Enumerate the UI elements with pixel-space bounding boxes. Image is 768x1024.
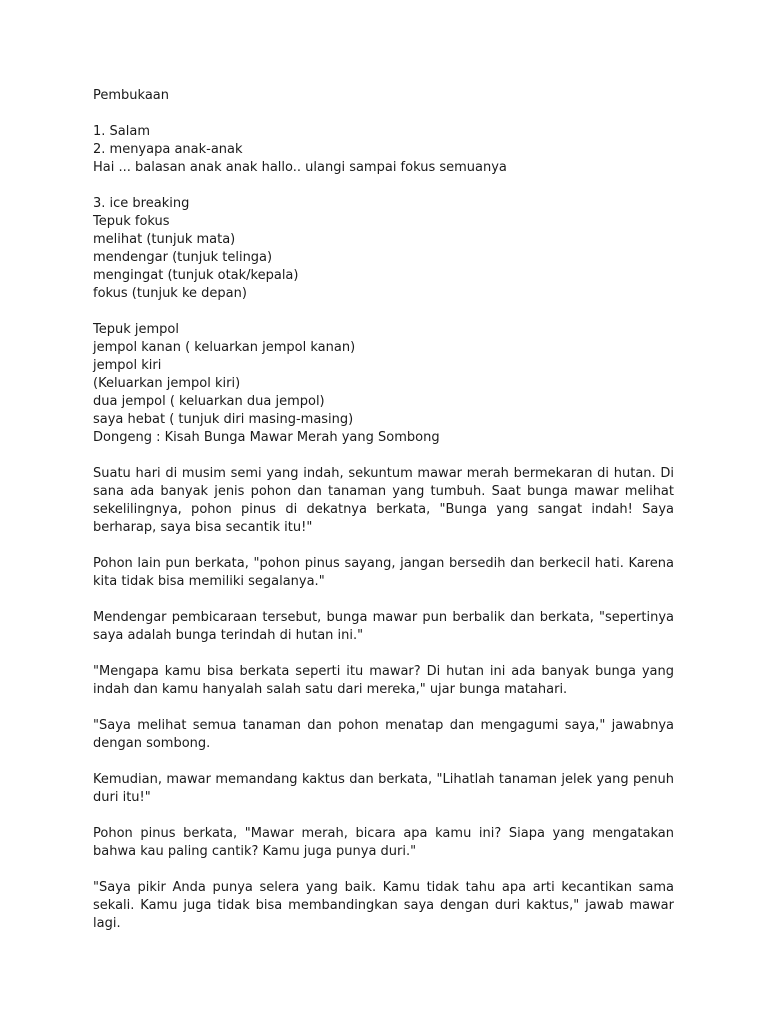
- icebreak-line: fokus (tunjuk ke depan): [93, 286, 247, 301]
- story-paragraph: Mendengar pembicaraan tersebut, bunga mawar pun berbalik dan berkata, "sepertinya saya adalah bunga terindah di hutan ini.": [93, 610, 674, 643]
- story-body: [93, 465, 674, 933]
- jempol-line: dua jempol ( keluarkan dua jempol): [93, 394, 325, 409]
- blank-line: [93, 105, 674, 123]
- blank-line: [93, 303, 674, 321]
- story-paragraph: "Saya melihat semua tanaman dan pohon menatap dan mengagumi saya," jawabnya dengan sombong.: [93, 718, 674, 751]
- jempol-line: saya hebat ( tunjuk diri masing-masing): [93, 412, 354, 427]
- icebreaking-list: [93, 195, 674, 303]
- story-paragraph: Kemudian, mawar memandang kaktus dan berkata, "Lihatlah tanaman jelek yang penuh duri itu!": [93, 772, 674, 805]
- jempol-line: Tepuk jempol: [93, 322, 179, 337]
- jempol-line: jempol kanan ( keluarkan jempol kanan): [93, 340, 356, 355]
- story-paragraph: "Mengapa kamu bisa berkata seperti itu mawar? Di hutan ini ada banyak bunga yang indah dan kamu hanyalah salah satu dari mereka," ujar bunga matahari.: [93, 664, 674, 697]
- icebreak-line: Tepuk fokus: [93, 214, 170, 229]
- story-paragraph: "Saya pikir Anda punya selera yang baik. Kamu tidak tahu apa arti kecantikan sama sekali. Kamu juga tidak bisa membandingkan saya dengan duri kaktus," jawab mawar lagi.: [93, 880, 674, 931]
- blank-line: [93, 177, 674, 195]
- document-heading: Pembukaan: [93, 88, 170, 103]
- jempol-line: jempol kiri: [93, 358, 162, 373]
- icebreak-line: 3. ice breaking: [93, 196, 190, 211]
- story-paragraph: Pohon pinus berkata, "Mawar merah, bicara apa kamu ini? Siapa yang mengatakan bahwa kau paling cantik? Kamu juga punya duri.": [93, 826, 674, 859]
- icebreak-line: mendengar (tunjuk telinga): [93, 250, 273, 265]
- opening-list: [93, 123, 674, 177]
- document-page: [93, 87, 674, 933]
- icebreak-line: mengingat (tunjuk otak/kepala): [93, 268, 299, 283]
- icebreak-line: melihat (tunjuk mata): [93, 232, 236, 247]
- jempol-line: (Keluarkan jempol kiri): [93, 376, 241, 391]
- story-title: Dongeng : Kisah Bunga Mawar Merah yang Sombong: [93, 430, 440, 445]
- story-paragraph: Suatu hari di musim semi yang indah, sekuntum mawar merah bermekaran di hutan. Di sana ada banyak jenis pohon dan tanaman yang tumbuh. Saat bunga mawar melihat sekelilingnya, pohon pinus di dekatnya berkata, "Bunga yang sangat indah! Saya berharap, saya bisa secantik itu!": [93, 466, 674, 535]
- opening-line: 2. menyapa anak-anak: [93, 142, 243, 157]
- story-paragraph: Pohon lain pun berkata, "pohon pinus sayang, jangan bersedih dan berkecil hati. Karena kita tidak bisa memiliki segalanya.": [93, 556, 674, 589]
- blank-line: [93, 447, 674, 465]
- opening-line: Hai ... balasan anak anak hallo.. ulangi sampai fokus semuanya: [93, 160, 507, 175]
- opening-line: 1. Salam: [93, 124, 150, 139]
- jempol-list: [93, 321, 674, 447]
